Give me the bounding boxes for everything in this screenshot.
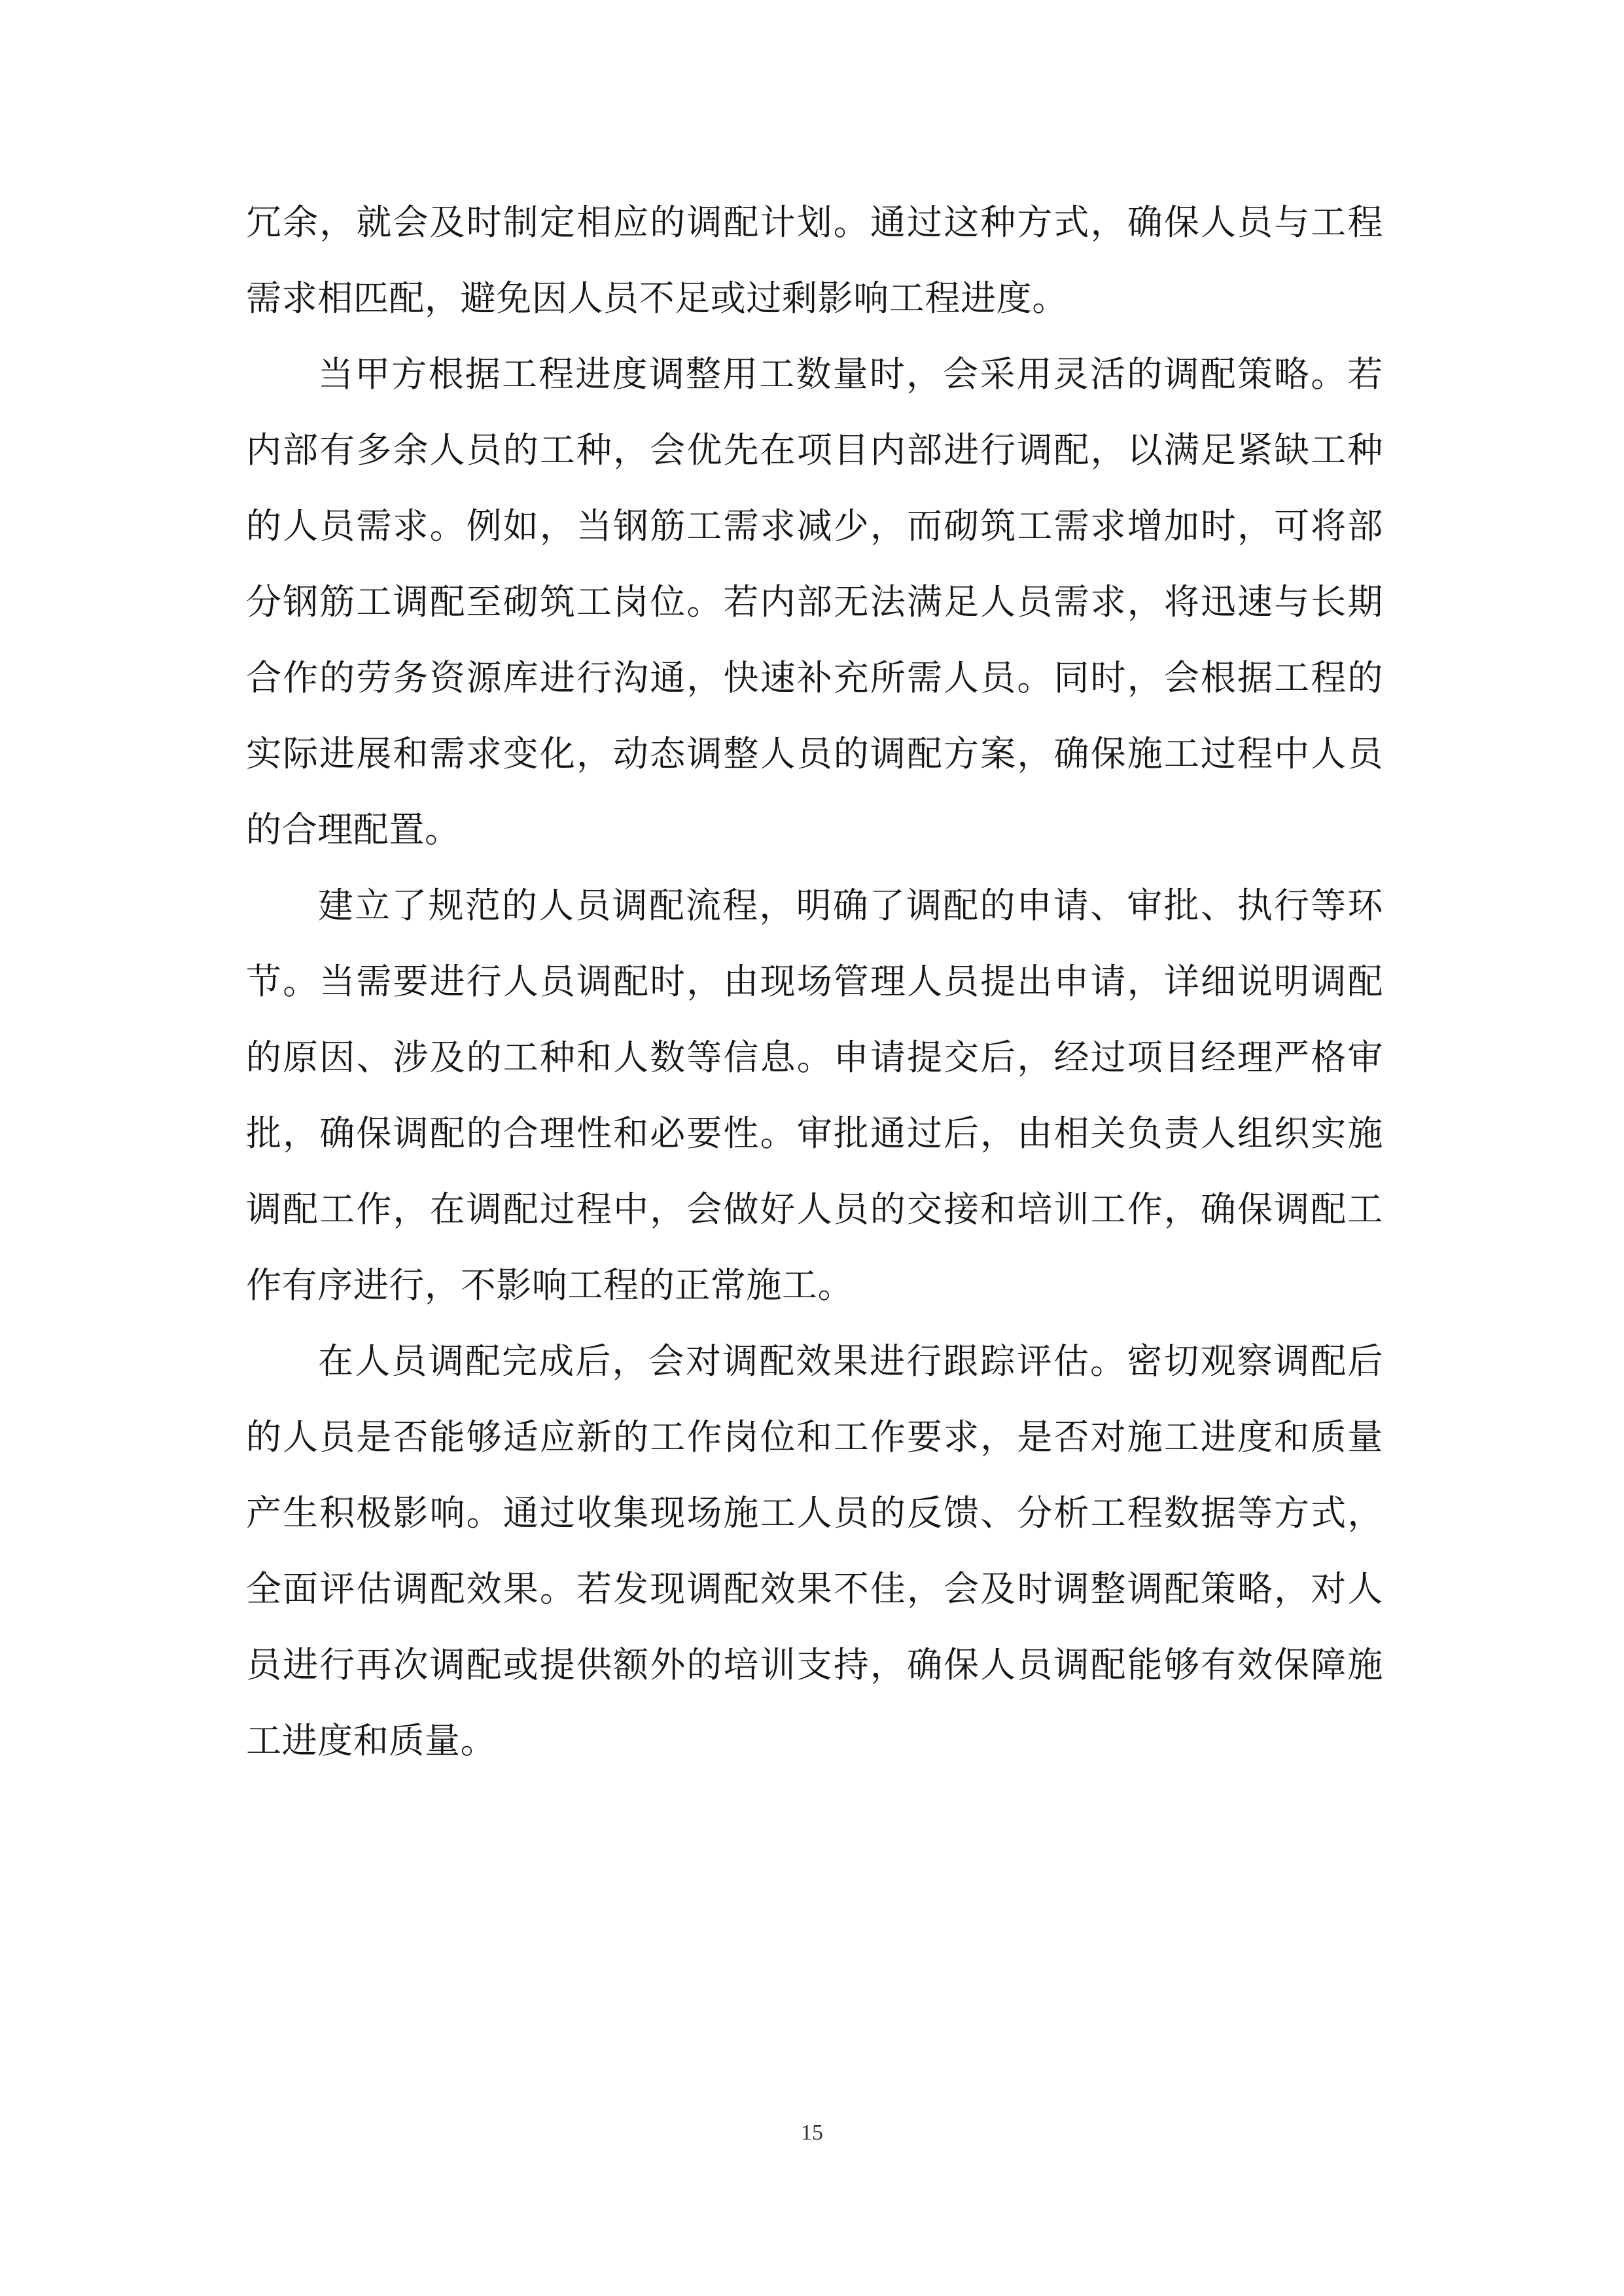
paragraph-continuation: 冗余，就会及时制定相应的调配计划。通过这种方式，确保人员与工程需求相匹配，避免因人员不足或过剩影响工程进度。 bbox=[246, 202, 1383, 319]
paragraph-flexible-allocation: 当甲方根据工程进度调整用工数量时，会采用灵活的调配策略。若内部有多余人员的工种，会优先在项目内部进行调配，以满足紧缺工种的人员需求。例如，当钢筋工需求减少，而砌筑工需求增加时，可将部分钢筋工调配至砌筑工岗位。若内部无法满足人员需求，将迅速与长期合作的劳务资源库进行沟通，快速补充所需人员。同时，会根据工程的实际进展和需求变化，动态调整人员的调配方案，确保施工过程中人员的合理配置。 bbox=[246, 353, 1383, 850]
paragraph-effect-evaluation: 在人员调配完成后，会对调配效果进行跟踪评估。密切观察调配后的人员是否能够适应新的工作岗位和工作要求，是否对施工进度和质量产生积极影响。通过收集现场施工人员的反馈、分析工程数据等方式，全面评估调配效果。若发现调配效果不佳，会及时调整调配策略，对人员进行再次调配或提供额外的培训支持，确保人员调配能够有效保障施工进度和质量。 bbox=[246, 1340, 1383, 1761]
body-text bbox=[246, 185, 1383, 1779]
page-number: 15 bbox=[801, 2121, 823, 2145]
paragraph-allocation-process: 建立了规范的人员调配流程，明确了调配的申请、审批、执行等环节。当需要进行人员调配时，由现场管理人员提出申请，详细说明调配的原因、涉及的工种和人数等信息。申请提交后，经过项目经理严格审批，确保调配的合理性和必要性。审批通过后，由相关负责人组织实施调配工作，在调配过程中，会做好人员的交接和培训工作，确保调配工作有序进行，不影响工程的正常施工。 bbox=[246, 885, 1383, 1306]
